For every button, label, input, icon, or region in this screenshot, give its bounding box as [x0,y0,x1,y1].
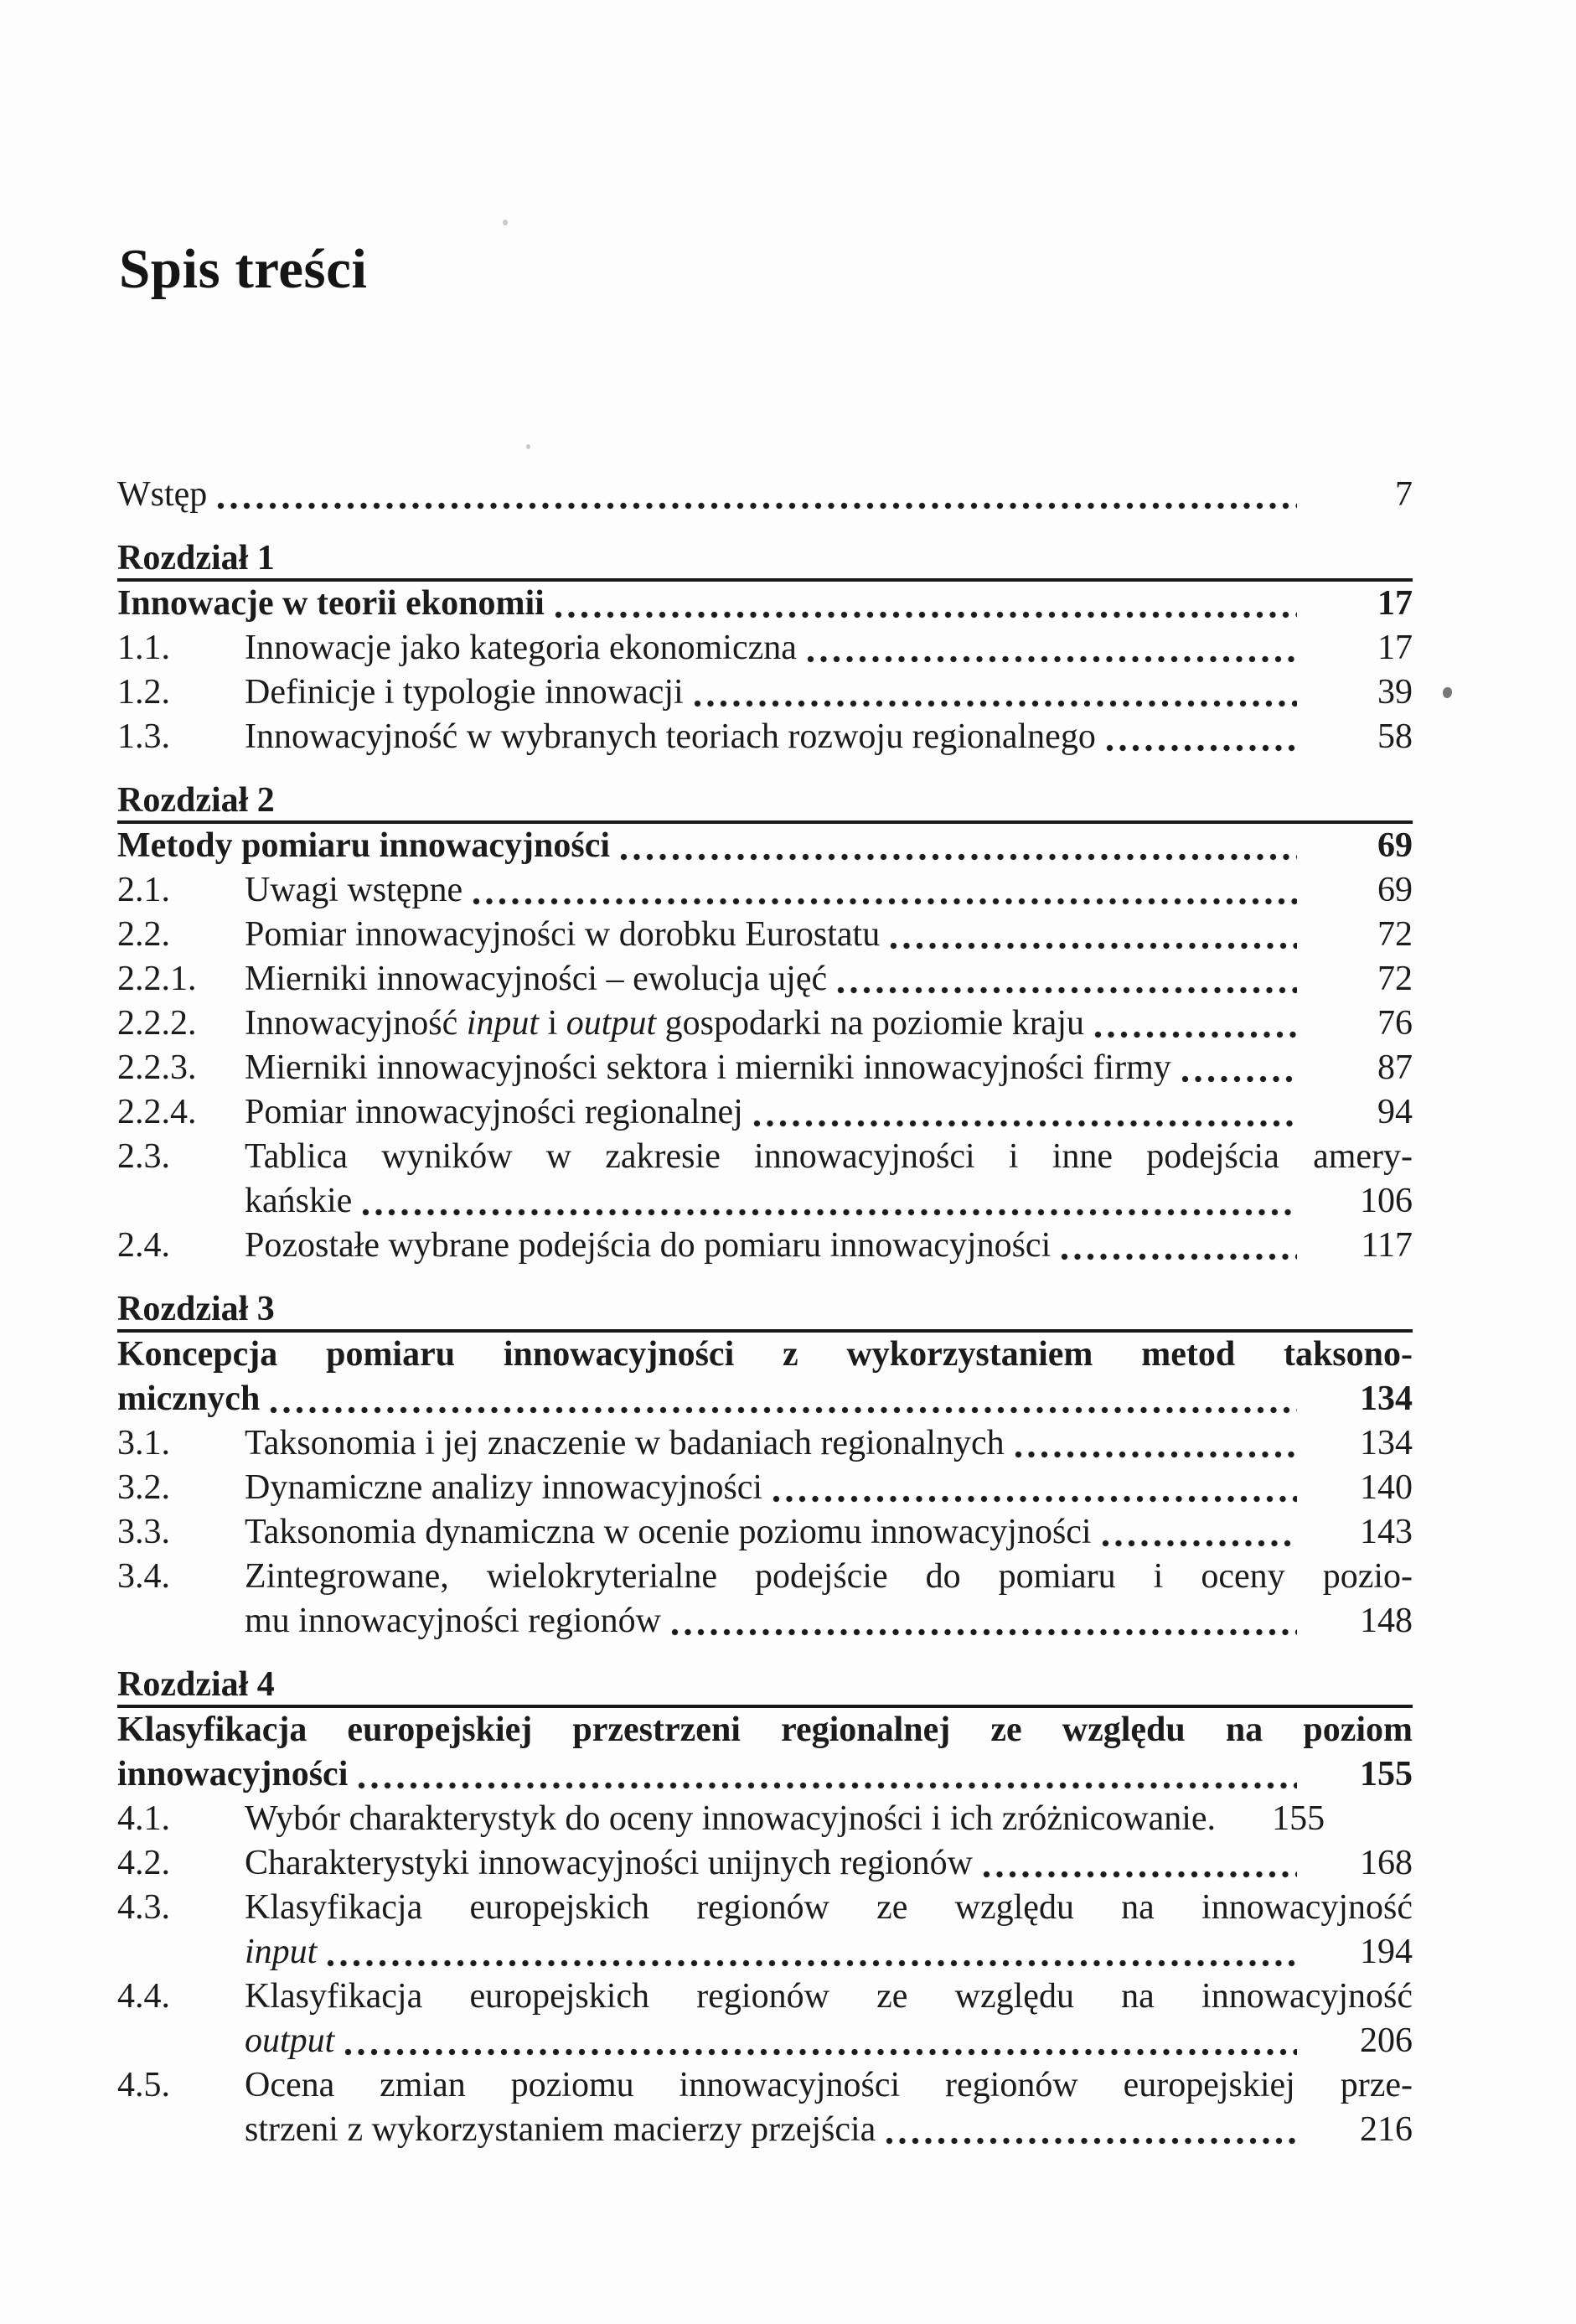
toc-item-line [117,1224,1413,1268]
title-text: strzeni z wykorzystaniem macierzy przejścia [245,2110,876,2149]
chapter-label: Rozdział 3 [117,1290,275,1328]
italic-term: input [245,1933,318,1971]
dot-leader [1100,1510,1299,1555]
toc-item-line [117,1975,1413,2019]
title-text: Innowacyjność [245,1004,467,1043]
chapter-label-row [117,783,1413,824]
entry-number: 2.2.1. [117,960,197,998]
entry-title [245,1555,1413,1599]
chapter-label: Rozdział 1 [117,539,275,577]
entry-number: 1.3. [117,717,170,756]
page-number: 58 [1377,717,1413,756]
toc-item-line [117,868,1413,913]
title-text: Mierniki innowacyjności – ewolucja ujęć [245,960,828,998]
toc-item-line [117,1886,1413,1930]
toc-item-line [117,2063,1413,2108]
toc-item-line [117,715,1413,759]
entry-title [245,1930,317,1975]
title-text: Pozostałe wybrane podejścia do pomiaru innowacyjności [245,1226,1052,1265]
page-title: Spis treści [119,238,368,300]
entry-title [245,670,684,715]
dot-leader [752,1090,1299,1135]
scan-speck [1443,687,1452,698]
chapter-block [117,1291,1413,1421]
page-number: 72 [1377,915,1413,954]
page-number: 39 [1377,673,1413,712]
page-number: 72 [1377,960,1413,998]
title-text: Dynamiczne analizy innowacyjności [245,1468,763,1507]
entry-number: 2.4. [117,1226,170,1265]
dot-leader [553,582,1299,626]
entry-title [245,1886,1413,1930]
dot-leader [1104,715,1299,759]
chapter-heading-line [117,1752,1413,1797]
entry-number: 3.2. [117,1468,170,1507]
toc-item-line [117,1002,1413,1046]
page-number: 69 [1377,826,1413,865]
title-text: Wstęp [117,475,208,514]
chapter-block [117,783,1413,868]
title-text: Ocena zmian poziomu innowacyjności regionów europejskiej prze- [245,2066,1413,2104]
page-number: 194 [1360,1933,1413,1971]
title-text: Innowacje w teorii ekonomii [117,584,545,623]
page-number: 17 [1377,584,1413,623]
entry-title [117,1333,1413,1377]
title-text: gospodarki na poziomie kraju [656,1004,1084,1043]
entry-title [245,1975,1413,2019]
title-text: Definicje i typologie innowacji [245,673,684,712]
page-number: 87 [1377,1048,1413,1087]
chapter-label: Rozdział 2 [117,781,275,820]
entry-title [245,2063,1413,2108]
toc-item-line [117,2019,1413,2063]
chapter-heading-line [117,1377,1413,1421]
toc-item-line [117,1797,1413,1841]
toc-item-line [117,1930,1413,1975]
entry-number: 2.2.4. [117,1093,197,1131]
entry-title [245,1421,1005,1466]
entry-title [245,913,880,957]
title-text: i [539,1004,566,1043]
title-text: Metody pomiaru innowacyjności [117,826,610,865]
toc-item-line [117,913,1413,957]
page-number: 155 [1360,1755,1413,1793]
chapter-block [117,1667,1413,1797]
entry-title [245,715,1096,759]
entry-title [245,1179,352,1224]
dot-leader [981,1841,1299,1886]
entry-title [245,957,827,1002]
chapter-heading-line [117,1708,1413,1752]
toc-item-line [117,1090,1413,1135]
title-text: Klasyfikacja europejskich regionów ze względu na innowacyjność [245,1977,1413,2016]
title-text: Uwagi wstępne [245,871,463,909]
dot-leader [1180,1046,1299,1090]
dot-leader [325,1930,1299,1975]
toc-line [117,473,1413,517]
dot-leader [771,1466,1299,1510]
entry-title [117,1752,348,1797]
dot-leader [268,1377,1299,1421]
page-number: 106 [1360,1182,1413,1220]
dot-leader [692,670,1299,715]
entry-title [245,1797,1216,1841]
italic-term: output [245,2021,335,2060]
chapter-heading-line [117,824,1413,868]
entry-number: 4.5. [117,2066,170,2104]
title-text: innowacyjności [117,1755,349,1793]
toc-item-line [117,957,1413,1002]
entry-title [117,582,545,626]
page-number: 206 [1360,2021,1413,2060]
title-text: Mierniki innowacyjności sektora i mierniki innowacyjności firmy [245,1048,1171,1087]
dot-leader [618,824,1299,868]
entry-number: 3.1. [117,1424,170,1462]
page-number: 216 [1360,2110,1413,2149]
title-text: Pomiar innowacyjności w dorobku Eurostatu [245,915,881,954]
dot-leader [1013,1421,1299,1466]
chapter-block [117,541,1413,626]
title-text: Taksonomia i jej znaczenie w badaniach regionalnych [245,1424,1005,1462]
entry-title [245,1510,1092,1555]
entry-title [245,1466,762,1510]
toc-item-line [117,1046,1413,1090]
entry-title [245,2019,334,2063]
italic-term: output [566,1004,657,1043]
title-text: Charakterystyki innowacyjności unijnych regionów [245,1844,973,1882]
entry-number: 2.2.3. [117,1048,197,1087]
toc-item-line [117,626,1413,670]
page-number: 17 [1377,629,1413,667]
chapter-label-row [117,541,1413,582]
entry-title [245,1599,661,1643]
title-text: Zintegrowane, wielokryterialne podejście do pomiaru i oceny pozio- [245,1557,1413,1596]
toc-item-line [117,670,1413,715]
chapter-label: Rozdział 4 [117,1665,275,1704]
title-text: Wybór charakterystyk do oceny innowacyjności i ich zróżnicowanie. [245,1799,1217,1838]
title-text: Tablica wyników w zakresie innowacyjności i inne podejścia amery- [245,1137,1413,1176]
entry-title [117,1708,1413,1752]
title-text: Innowacje jako kategoria ekonomiczna [245,629,797,667]
title-text: Koncepcja pomiaru innowacyjności z wykorzystaniem metod taksono- [117,1335,1413,1374]
dot-leader [215,473,1299,517]
entry-number: 2.2.2. [117,1004,197,1043]
entry-number: 2.1. [117,871,170,909]
entry-title [117,473,207,517]
page-number: 140 [1360,1468,1413,1507]
page-number: 168 [1360,1844,1413,1882]
toc-item-line [117,1421,1413,1466]
toc-item-line [117,1599,1413,1643]
toc-item-line [117,2108,1413,2152]
entry-number: 1.1. [117,629,170,667]
page-number: 134 [1360,1424,1413,1462]
dot-leader [471,868,1299,913]
page-number: 143 [1360,1513,1413,1551]
entry-number: 1.2. [117,673,170,712]
scan-speck [526,444,530,449]
title-text: Klasyfikacja europejskich regionów ze względu na innowacyjność [245,1888,1413,1927]
toc-item-line [117,1179,1413,1224]
dot-leader [356,1752,1299,1797]
dot-leader [884,2108,1299,2152]
entry-number: 4.2. [117,1844,170,1882]
italic-term: input [466,1004,540,1043]
dot-leader [1059,1224,1299,1268]
entry-title [245,1224,1051,1268]
entry-title [245,1002,1084,1046]
chapter-label-row [117,1291,1413,1333]
dot-leader [343,2019,1299,2063]
toc-item-line [117,1841,1413,1886]
entry-title [117,824,610,868]
title-text: Taksonomia dynamiczna w ocenie poziomu innowacyjności [245,1513,1092,1551]
entry-number: 4.1. [117,1799,170,1838]
toc-item-line [117,1135,1413,1179]
chapter-heading-line [117,1333,1413,1377]
title-text: Pomiar innowacyjności regionalnej [245,1093,743,1131]
page-number: 148 [1360,1602,1413,1640]
entry-number: 2.3. [117,1137,170,1176]
page-number: 134 [1360,1379,1413,1418]
entry-title [245,2108,876,2152]
page-number: 155 [1272,1799,1325,1838]
entry-number: 4.3. [117,1888,170,1927]
entry-title [245,1841,973,1886]
entry-number: 2.2. [117,915,170,954]
entry-number: 3.3. [117,1513,170,1551]
dot-leader [360,1179,1299,1224]
title-text: mu innowacyjności regionów [245,1602,661,1640]
title-text: Innowacyjność w wybranych teoriach rozwoju regionalnego [245,717,1096,756]
title-text: micznych [117,1379,261,1418]
title-text: Klasyfikacja europejskiej przestrzeni regionalnej ze względu na poziom [117,1711,1413,1749]
dot-leader [805,626,1299,670]
chapter-heading-line [117,582,1413,626]
dot-leader [835,957,1299,1002]
page-number: 94 [1377,1093,1413,1131]
entry-title [245,1090,743,1135]
dot-leader [888,913,1299,957]
entry-title [245,1135,1413,1179]
entry-title [117,1377,260,1421]
entry-title [245,1046,1171,1090]
page-number: 76 [1377,1004,1413,1043]
dot-leader [669,1599,1299,1643]
entry-title [245,626,797,670]
entry-number: 3.4. [117,1557,170,1596]
toc-item-line [117,1510,1413,1555]
entry-number: 4.4. [117,1977,170,2016]
dot-leader [1093,1002,1299,1046]
scan-speck [503,220,508,225]
chapter-label-row [117,1667,1413,1708]
toc-list [117,473,1413,2152]
toc-item-line [117,1466,1413,1510]
page-number: 117 [1361,1226,1413,1265]
toc-item-line [117,1555,1413,1599]
title-text: kańskie [245,1182,353,1220]
page-number: 69 [1377,871,1413,909]
entry-title [245,868,462,913]
page-number: 7 [1395,475,1413,514]
